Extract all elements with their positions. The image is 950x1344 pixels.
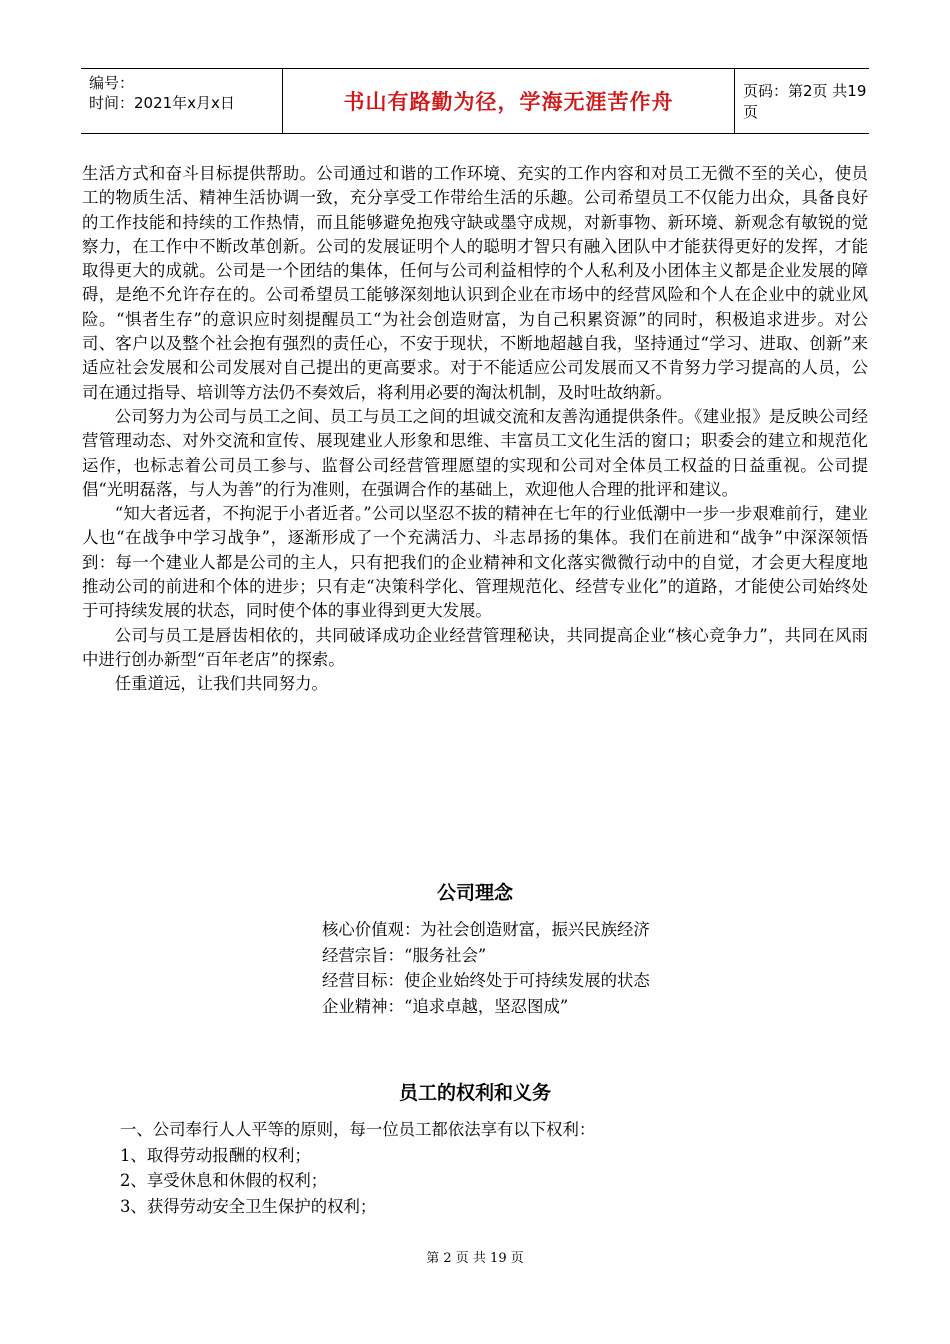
business-purpose: 经营宗旨：“服务社会” xyxy=(322,945,487,965)
rights-intro: 一、公司奉行人人平等的原则，每一位员工都依法享有以下权利： xyxy=(120,1120,596,1139)
section-title-rights: 员工的权利和义务 xyxy=(398,1082,551,1104)
page-footer: 第 2 页 共 19 页 xyxy=(426,1251,524,1266)
header-motto: 书山有路勤为径，学海无涯苦作舟 xyxy=(283,69,735,133)
philosophy-list xyxy=(322,917,650,1019)
business-goal: 经营目标：使企业始终处于可持续发展的状态 xyxy=(322,971,650,990)
list-item: 3、获得劳动安全卫生保护的权利； xyxy=(120,1196,377,1216)
header-meta xyxy=(81,69,283,133)
paragraph: 公司努力为公司与员工之间、员工与员工之间的坦诚交流和友善沟通提供条件。《建业报》是反映公司经营管理动态、对外交流和宣传、展现建业人形象和思维、丰富员工文化生活的窗口；职委会的建立和规范化运作，也标志着公司员工参与、监督公司经营管理愿望的实现和公司对全体员工权益的日益重视。公司提倡“光明磊落，与人为善”的行为准则，在强调合作的基础上，欢迎他人合理的批评和建议。 xyxy=(82,406,868,499)
document-number-label: 编号： xyxy=(89,74,135,92)
rights-list xyxy=(120,1117,595,1219)
list-item: 2、享受休息和休假的权利； xyxy=(120,1171,328,1190)
list-item: 1、取得劳动报酬的权利； xyxy=(120,1145,311,1165)
header-table xyxy=(81,68,869,134)
section-title-philosophy: 公司理念 xyxy=(436,882,513,904)
core-values: 核心价值观：为社会创造财富，振兴民族经济 xyxy=(322,920,650,939)
header-page-number: 页码：第2页 共19页 xyxy=(743,82,867,121)
paragraph: 公司与员工是唇齿相依的，共同破译成功企业经营管理秘诀，共同提高企业“核心竞争力”，共同在风雨中进行创办新型“百年老店”的探索。 xyxy=(82,625,868,669)
paragraph: 任重道远，让我们共同努力。 xyxy=(114,674,328,694)
body-text xyxy=(82,162,868,697)
paragraph: 生活方式和奋斗目标提供帮助。公司通过和谐的工作环境、充实的工作内容和对员工无微不至的关心，使员工的物质生活、精神生活协调一致，充分享受工作带给生活的乐趣。公司希望员工不仅能力出众，具备良好的工作技能和持续的工作热情，而且能够避免抱残守缺或墨守成规，对新事物、新环境、新观念有敏锐的觉察力，在工作中不断改革创新。公司的发展证明个人的聪明才智只有融入团队中才能获得更好的发挥，才能取得更大的成就。公司是一个团结的集体，任何与公司利益相悖的个人私利及小团体主义都是企业发展的障碍，是绝不允许存在的。公司希望员工能够深刻地认识到企业在市场中的经营风险和个人在企业中的就业风险。“惧者生存”的意识应时刻提醒员工“为社会创造财富，为自己积累资源”的同时，积极追求进步。对公司、客户以及整个社会抱有强烈的责任心，不安于现状，不断地超越自我，坚持通过“学习、进取、创新”来适应社会发展和公司发展对自己提出的更高要求。对于不能适应公司发展而又不肯努力学习提高的人员，公司在通过指导、培训等方法仍不奏效后，将利用必要的淘汰机制，及时吐故纳新。 xyxy=(82,164,868,402)
document-date: 时间：2021年x月x日 xyxy=(89,94,235,112)
enterprise-spirit: 企业精神：“追求卓越，坚忍图成” xyxy=(322,996,569,1016)
paragraph: “知大者远者，不拘泥于小者近者。”公司以坚忍不拔的精神在七年的行业低潮中一步一步艰难前行，建业人也“在战争中学习战争”，逐渐形成了一个充满活力、斗志昂扬的集体。我们在前进和“战争”中深深领悟到：每一个建业人都是公司的主人，只有把我们的企业精神和文化落实微微行动中的自觉，才会更大程度地推动公司的前进和个体的进步；只有走“决策科学化、管理规范化、经营专业化”的道路，才能使公司始终处于可持续发展的状态，同时使个体的事业得到更大发展。 xyxy=(82,504,868,621)
